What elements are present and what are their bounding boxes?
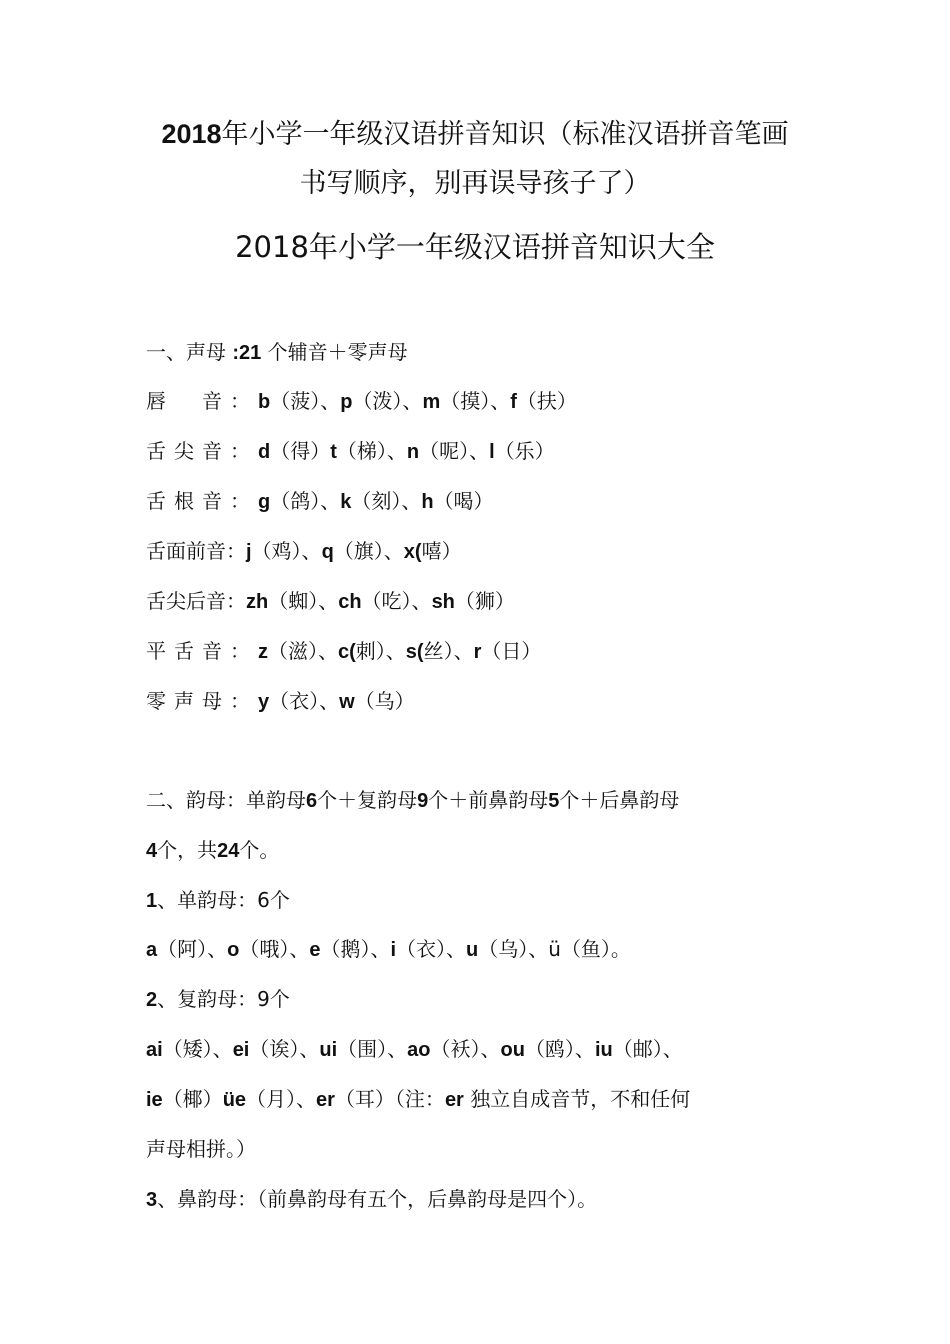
heading-number: 6 — [306, 790, 318, 812]
example-char: （滋）、 — [268, 639, 338, 663]
initials-row-5 — [146, 586, 826, 617]
heading-number: 9 — [417, 790, 429, 812]
pinyin-letter: c( — [338, 641, 356, 663]
initials-row-6 — [146, 636, 826, 667]
pinyin-letter: sh — [431, 591, 455, 613]
pinyin-letter: r — [473, 641, 482, 663]
pinyin-letter: q — [321, 541, 334, 563]
pinyin-letter: f — [510, 391, 517, 413]
subsection-1-heading — [146, 885, 826, 916]
pinyin-letter: x( — [403, 541, 422, 563]
pinyin-letter: i — [390, 939, 397, 961]
compound-finals-line-3: 声母相拼。） — [146, 1137, 256, 1161]
section1-heading-prefix: 一、声母 — [146, 340, 226, 364]
example-char: 丝）、 — [423, 639, 474, 663]
pinyin-letter: s( — [405, 641, 424, 663]
example-char: （吃）、 — [361, 589, 432, 613]
pinyin-letter: w — [339, 691, 355, 713]
example-char: （椰） — [162, 1087, 223, 1111]
pinyin-letter: a — [146, 939, 158, 961]
section1-heading — [146, 337, 826, 368]
pinyin-letter: üe — [222, 1089, 247, 1111]
pinyin-letter: z — [258, 641, 268, 663]
example-char: （扶） — [516, 389, 577, 413]
example-char: 嘻） — [421, 539, 462, 563]
pinyin-letter: ie — [146, 1089, 163, 1111]
row-label: 平舌音： — [146, 639, 258, 663]
example-char: （邮）、 — [612, 1037, 683, 1061]
example-char: （摸）、 — [440, 389, 511, 413]
heading-text: 个＋复韵母 — [317, 788, 418, 812]
pinyin-letter: o — [227, 939, 240, 961]
example-char: （日） — [481, 639, 542, 663]
section2-heading-cont — [146, 835, 826, 866]
example-char: （喝） — [433, 489, 494, 513]
example-char: （围）、 — [337, 1037, 408, 1061]
initials-row-1 — [146, 386, 826, 417]
example-char: （乌）、 — [478, 937, 549, 961]
example-char: （鸡）、 — [251, 539, 322, 563]
example-char: （鸥）、 — [524, 1037, 595, 1061]
pinyin-letter: iu — [594, 1039, 613, 1061]
example-char: （耳）（注： — [334, 1087, 445, 1111]
example-char: 独立自成音节，不和任何 — [463, 1087, 691, 1111]
heading-number: 24 — [217, 840, 240, 862]
section1-heading-suffix: 个辅音＋零声母 — [267, 340, 408, 364]
compound-finals-line-1 — [146, 1034, 826, 1065]
subsection-number: 3 — [146, 1189, 158, 1211]
heading-text: 个，共 — [157, 838, 218, 862]
pinyin-letter: n — [406, 441, 420, 463]
example-char: （蜘）、 — [268, 589, 339, 613]
example-char: （狮） — [454, 589, 515, 613]
example-char: （矮）、 — [162, 1037, 233, 1061]
heading-text: 个＋前鼻韵母 — [428, 788, 549, 812]
example-char: （乐） — [494, 439, 555, 463]
pinyin-letter: ei — [232, 1039, 250, 1061]
example-char: （鱼）。 — [560, 937, 631, 961]
heading-number: 4 — [146, 840, 158, 862]
pinyin-letter: ui — [319, 1039, 338, 1061]
example-char: （诶）、 — [249, 1037, 320, 1061]
example-char: （呢）、 — [419, 439, 490, 463]
heading-text: 个＋后鼻韵母 — [559, 788, 680, 812]
subsection-3-heading — [146, 1184, 826, 1215]
pinyin-letter: y — [258, 691, 270, 713]
row-label: 唇 音： — [146, 389, 258, 413]
example-char: （得） — [270, 439, 331, 463]
example-char: （旗）、 — [333, 539, 404, 563]
pinyin-letter: er — [444, 1089, 464, 1111]
subsection-number: 2 — [146, 989, 158, 1011]
pinyin-letter: ü — [548, 937, 561, 961]
title-year: 2018 — [161, 119, 222, 149]
compound-finals-line-2 — [146, 1084, 826, 1115]
row-label: 舌尖音： — [146, 439, 258, 463]
example-char: 刺）、 — [355, 639, 406, 663]
row-label: 零声母： — [146, 689, 258, 713]
example-char: （泼）、 — [352, 389, 423, 413]
example-char: （梯）、 — [336, 439, 407, 463]
example-char: （阿）、 — [157, 937, 228, 961]
heading-text: 个。 — [239, 838, 280, 862]
pinyin-letter: e — [309, 939, 321, 961]
example-char: （鹅）、 — [320, 937, 391, 961]
subsection-number: 1 — [146, 890, 158, 912]
row-label: 舌面前音： — [146, 539, 246, 563]
example-char: （哦）、 — [239, 937, 310, 961]
example-char: （鸽）、 — [270, 489, 341, 513]
pinyin-letter: zh — [246, 591, 269, 613]
example-char: （菠）、 — [270, 389, 341, 413]
initials-row-4 — [146, 536, 826, 567]
example-char: （衣）、 — [396, 937, 467, 961]
row-label: 舌根音： — [146, 489, 258, 513]
pinyin-letter: u — [466, 939, 479, 961]
subsection-text: 、单韵母：6个 — [157, 888, 290, 912]
pinyin-letter: ou — [500, 1039, 525, 1061]
subsection-text: 、复韵母：9个 — [157, 987, 290, 1011]
pinyin-letter: j — [246, 541, 252, 563]
example-char: （衣）、 — [269, 689, 340, 713]
pinyin-letter: b — [258, 391, 271, 413]
section2-heading — [146, 785, 826, 816]
pinyin-letter: ai — [146, 1039, 163, 1061]
document-subtitle: 2018年小学一年级汉语拼音知识大全 — [235, 230, 715, 264]
pinyin-letter: g — [258, 491, 271, 513]
section1-heading-count: :21 — [232, 342, 262, 364]
pinyin-letter: h — [421, 491, 434, 513]
pinyin-letter: k — [340, 491, 352, 513]
row-label: 舌尖后音： — [146, 589, 246, 613]
document-title-line-2: 书写顺序，别再误导孩子了） — [299, 168, 651, 199]
pinyin-letter: l — [489, 441, 495, 463]
pinyin-letter: p — [340, 391, 353, 413]
title-text-1: 年小学一年级汉语拼音知识（标准汉语拼音笔画 — [221, 119, 789, 150]
example-char: （袄）、 — [430, 1037, 501, 1061]
pinyin-letter: ch — [338, 591, 362, 613]
heading-text: 二、韵母：单韵母 — [146, 788, 306, 812]
document-title-line-1 — [120, 116, 830, 153]
pinyin-letter: m — [422, 391, 441, 413]
subsection-text: 、鼻韵母：（前鼻韵母有五个，后鼻韵母是四个）。 — [157, 1187, 598, 1211]
pinyin-letter: ao — [407, 1039, 431, 1061]
heading-number: 5 — [548, 790, 560, 812]
pinyin-letter: d — [258, 441, 271, 463]
example-char: （乌） — [354, 689, 415, 713]
initials-row-2 — [146, 436, 826, 467]
simple-finals-list — [146, 934, 826, 965]
example-char: （刻）、 — [351, 489, 422, 513]
initials-row-3 — [146, 486, 826, 517]
pinyin-letter: t — [330, 441, 337, 463]
subsection-2-heading — [146, 984, 826, 1015]
pinyin-letter: er — [316, 1089, 335, 1111]
example-char: （月）、 — [246, 1087, 317, 1111]
initials-row-7 — [146, 686, 826, 717]
